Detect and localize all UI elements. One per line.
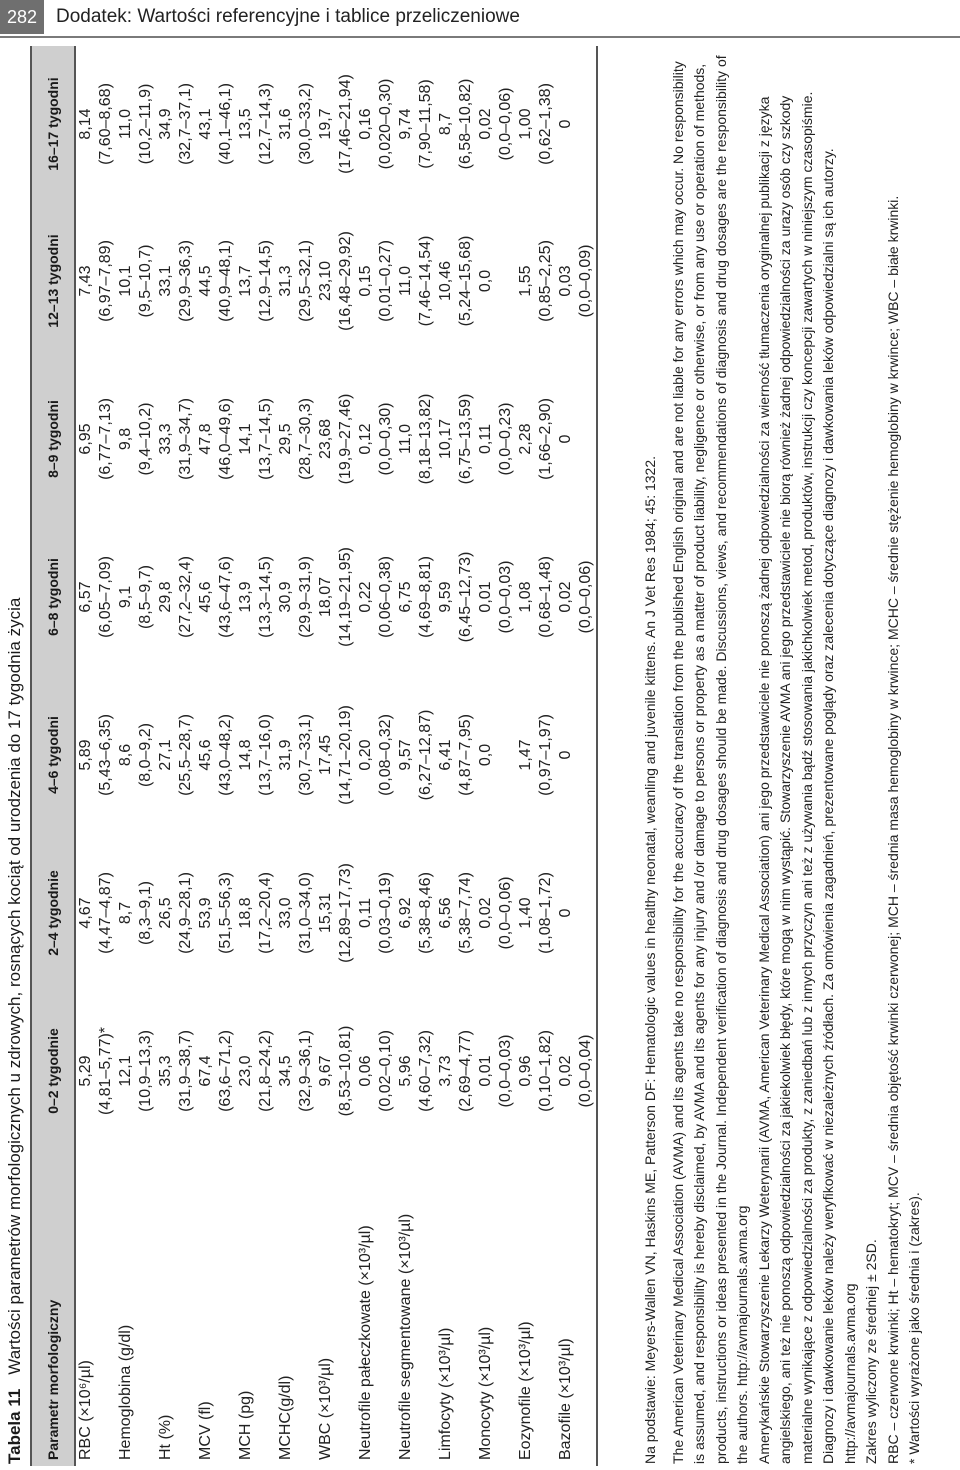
mean-value-cell: 0 bbox=[557, 908, 574, 918]
range-value-cell: (6,27–12,87) bbox=[417, 709, 434, 801]
mean-value-cell: 45,6 bbox=[197, 739, 214, 771]
empty-cell bbox=[576, 1150, 597, 1466]
abbreviations-note: RBC – czerwone krwinki; Ht – hematokryt; MCV – średnia objętość krwinki czerwonej; MCH – średnia masa hemoglobiny w krwince; MCHC – średnie stężenie hemoglobiny w krwince; WBC – białe krwinki. bbox=[884, 195, 901, 1464]
table-row-mean bbox=[116, 46, 136, 1466]
table-row-range bbox=[136, 46, 156, 1466]
table-row-mean bbox=[556, 46, 576, 1466]
empty-cell bbox=[376, 1150, 396, 1466]
mean-value-cell: 7,43 bbox=[77, 265, 94, 297]
range-value-cell: (0,0–0,09) bbox=[576, 202, 597, 360]
mean-value-cell: 4,67 bbox=[77, 897, 94, 929]
column-header-age: 0–2 tygodnie bbox=[31, 992, 75, 1150]
mean-value-cell: 6,56 bbox=[437, 897, 454, 929]
range-value-cell: (0,08–0,32) bbox=[377, 714, 394, 796]
mean-value-cell: 5,29 bbox=[77, 1055, 94, 1087]
table-row-mean bbox=[356, 46, 376, 1466]
column-header-age: 2–4 tygodnie bbox=[31, 834, 75, 992]
range-value-cell: (21,8–24,2) bbox=[257, 1030, 274, 1112]
table-row-range bbox=[216, 46, 236, 1466]
table-row-range bbox=[496, 46, 516, 1466]
range-value-cell: (31,9–34,7) bbox=[177, 398, 194, 480]
mean-value-cell: 6,57 bbox=[77, 581, 94, 613]
range-value-cell: (6,05–7,09) bbox=[97, 556, 114, 638]
table-row-mean bbox=[436, 46, 456, 1466]
range-value-cell: (6,97–7,89) bbox=[97, 240, 114, 322]
source-note: Na podstawie: Meyers-Wallen VN, Haskins ME, Patterson DF: Hematologic values in healthy neonatal, weanling and juvenile kittens. An J Vet Res 1984; 45: 1322. bbox=[642, 455, 658, 1464]
mean-value-cell: 9,8 bbox=[117, 427, 134, 451]
mean-value-cell: 33,3 bbox=[157, 423, 174, 455]
parameter-name: Neutrofile segmentowane (×10³/µl) bbox=[397, 1213, 414, 1460]
range-value-cell: (46,0–49,6) bbox=[217, 398, 234, 480]
empty-cell bbox=[216, 1150, 236, 1466]
mean-value-cell: 11,0 bbox=[397, 266, 414, 296]
range-value-cell: (63,6–71,2) bbox=[217, 1030, 234, 1112]
mean-value-cell: 0,15 bbox=[357, 265, 374, 297]
mean-value-cell: 0,16 bbox=[357, 108, 374, 140]
table-row-range bbox=[336, 46, 356, 1466]
mean-value-cell: 1,40 bbox=[517, 897, 534, 929]
page-header bbox=[0, 0, 960, 38]
range-value-cell: (4,60–7,32) bbox=[417, 1030, 434, 1112]
mean-value-cell: 31,9 bbox=[277, 739, 294, 771]
range-value-cell: (5,38–7,74) bbox=[457, 872, 474, 954]
mean-value-cell: 29,5 bbox=[277, 423, 294, 455]
table-row-range bbox=[96, 46, 116, 1466]
mean-value-cell: 67,4 bbox=[197, 1055, 214, 1087]
mean-value-cell: 5,89 bbox=[77, 739, 94, 771]
parameter-name: Neutrofile pałeczkowate (×10³/µl) bbox=[357, 1225, 374, 1460]
parameter-name: MCV (fl) bbox=[197, 1401, 214, 1460]
mean-value-cell: 0,02 bbox=[477, 897, 494, 929]
empty-cell bbox=[536, 1150, 556, 1466]
mean-value-cell: 0,11 bbox=[357, 898, 374, 928]
range-value-cell: (0,0–0,23) bbox=[497, 402, 514, 476]
range-value-cell: (6,58–10,82) bbox=[457, 78, 474, 170]
table-body bbox=[75, 46, 597, 1466]
parameter-name: MCHC(g/dl) bbox=[277, 1375, 294, 1460]
column-header-age: 4–6 tygodni bbox=[31, 676, 75, 834]
mean-value-cell: 5,96 bbox=[397, 1055, 414, 1087]
mean-value-cell: 10,17 bbox=[437, 418, 454, 460]
mean-value-cell: 18,8 bbox=[237, 897, 254, 929]
mean-value-cell: 0,22 bbox=[357, 581, 374, 613]
range-value-cell: (7,46–14,54) bbox=[417, 235, 434, 327]
range-value-cell: (24,9–28,1) bbox=[177, 872, 194, 954]
mean-value-cell: 43,1 bbox=[197, 108, 214, 140]
table-row-mean bbox=[75, 46, 96, 1466]
mean-value-cell: 47,8 bbox=[197, 423, 214, 455]
mean-value-cell: 6,95 bbox=[77, 423, 94, 455]
range-value-cell: (12,9–14,5) bbox=[257, 240, 274, 322]
range-note: Zakres wyliczony ze średniej ± 2SD. bbox=[863, 1239, 879, 1464]
range-value-cell: (6,45–12,73) bbox=[457, 551, 474, 643]
range-value-cell: (25,5–28,7) bbox=[177, 714, 194, 796]
range-value-cell: (29,9–31,9) bbox=[297, 556, 314, 638]
range-value-cell bbox=[496, 676, 516, 834]
mean-value-cell: 33,1 bbox=[157, 265, 174, 297]
table-number: Tabela 11 bbox=[5, 1388, 24, 1464]
mean-value-cell: 0,01 bbox=[477, 581, 494, 613]
mean-value-cell: 0,12 bbox=[357, 423, 374, 455]
empty-cell bbox=[256, 1150, 276, 1466]
range-value-cell: (6,75–13,59) bbox=[457, 393, 474, 485]
range-value-cell: (0,0–0,04) bbox=[576, 992, 597, 1150]
range-value-cell: (13,7–14,5) bbox=[257, 398, 274, 480]
mean-value-cell: 8,7 bbox=[117, 901, 134, 925]
table-row-mean bbox=[196, 46, 216, 1466]
column-header-age: 16–17 tygodni bbox=[31, 46, 75, 202]
range-value-cell: (10,9–13,3) bbox=[137, 1030, 154, 1112]
mean-value-cell: 17,45 bbox=[317, 734, 334, 776]
table-row-mean bbox=[236, 46, 256, 1466]
parameter-name: Hemoglobina (g/dl) bbox=[117, 1324, 134, 1460]
parameter-name: Ht (%) bbox=[157, 1414, 174, 1460]
mean-value-cell: 6,75 bbox=[397, 581, 414, 613]
range-value-cell: (0,06–0,38) bbox=[377, 556, 394, 638]
range-value-cell: (0,020–0,30) bbox=[377, 78, 394, 170]
range-value-cell: (4,47–4,87) bbox=[97, 872, 114, 954]
rotated-table-page bbox=[0, 40, 960, 1470]
mean-value-cell: 35,3 bbox=[157, 1055, 174, 1087]
mean-value-cell: 9,59 bbox=[437, 581, 454, 613]
table-row-mean bbox=[156, 46, 176, 1466]
empty-cell bbox=[136, 1150, 156, 1466]
parameter-name: Bazofile (×10³/µl) bbox=[557, 1338, 574, 1460]
mean-value-cell: 3,73 bbox=[437, 1055, 454, 1087]
range-value-cell: (8,0–9,2) bbox=[137, 722, 154, 788]
range-value-cell: (5,43–6,35) bbox=[97, 714, 114, 796]
mean-value-cell: 31,6 bbox=[277, 108, 294, 140]
range-value-cell: (8,3–9,1) bbox=[137, 880, 154, 946]
range-value-cell: (8,18–13,82) bbox=[417, 393, 434, 485]
mean-value-cell: 53,9 bbox=[197, 897, 214, 929]
range-value-cell: (12,7–14,3) bbox=[257, 83, 274, 165]
table-row-mean bbox=[516, 46, 536, 1466]
mean-value-cell: 44,5 bbox=[197, 265, 214, 297]
range-value-cell: (8,53–10,81) bbox=[337, 1025, 354, 1117]
range-value-cell: (8,5–9,7) bbox=[137, 564, 154, 630]
mean-value-cell: 9,57 bbox=[397, 739, 414, 771]
range-value-cell: (0,0–0,30) bbox=[377, 402, 394, 476]
mean-value-cell: 0,02 bbox=[477, 108, 494, 140]
mean-value-cell: 19,7 bbox=[317, 108, 334, 140]
range-value-cell: (29,9–36,3) bbox=[177, 240, 194, 322]
table-row-mean bbox=[316, 46, 336, 1466]
mean-value-cell: 0,06 bbox=[357, 1055, 374, 1087]
mean-value-cell: 1,55 bbox=[517, 265, 534, 297]
mean-value-cell: 23,0 bbox=[237, 1055, 254, 1087]
range-value-cell: (13,3–14,5) bbox=[257, 556, 274, 638]
parameter-name: Limfocyty (×10³/µl) bbox=[437, 1327, 454, 1460]
range-value-cell: (0,0–0,03) bbox=[497, 1034, 514, 1108]
mean-value-cell: 13,9 bbox=[237, 581, 254, 613]
mean-value-cell: 26,5 bbox=[157, 897, 174, 929]
range-value-cell: (31,0–34,0) bbox=[297, 872, 314, 954]
empty-cell bbox=[496, 1150, 516, 1466]
mean-value-cell: 8,7 bbox=[437, 112, 454, 136]
table-title: Wartości parametrów morfologicznych u zdrowych, rosnących kociąt od urodzenia do 17 tygodnia życia bbox=[5, 597, 24, 1375]
mean-value-cell: 1,47 bbox=[517, 739, 534, 771]
mean-value-cell: 15,31 bbox=[317, 892, 334, 934]
range-value-cell: (16,48–29,92) bbox=[337, 231, 354, 331]
mean-value-cell: 31,3 bbox=[277, 265, 294, 297]
mean-value-cell: 12,1 bbox=[117, 1055, 134, 1087]
range-value-cell: (0,01–0,27) bbox=[377, 240, 394, 322]
mean-value-cell: 0,02 bbox=[557, 581, 574, 613]
range-value-cell: (0,10–1,82) bbox=[537, 1030, 554, 1112]
mean-value-cell: 2,28 bbox=[517, 423, 534, 455]
table-row-range bbox=[576, 46, 597, 1466]
range-value-cell: (30,0–33,2) bbox=[297, 83, 314, 165]
empty-cell bbox=[456, 1150, 476, 1466]
mean-value-cell: 6,41 bbox=[437, 739, 454, 771]
mean-value-cell: 10,1 bbox=[117, 265, 134, 297]
table-row-range bbox=[176, 46, 196, 1466]
range-value-cell: (14,19–21,95) bbox=[337, 547, 354, 647]
parameter-name: Eozynofile (×10³/µl) bbox=[517, 1321, 534, 1460]
mean-value-cell: 0,11 bbox=[477, 424, 494, 454]
mean-value-cell: 9,1 bbox=[117, 585, 134, 609]
asterisk-note: * Wartości wyrażone jako średnia i (zakres). bbox=[906, 1192, 922, 1464]
disclaimer-polish: Amerykańskie Stowarzyszenie Lekarzy Weterynarii (AVMA, American Veterinary Medical Association) ani jego przedstawiciele nie ponoszą żadnej odpowiedzialności za wierność tłumaczenia oryginalnej publikacji z języka angielskiego, ani też nie ponoszą odpowiedzialności za jakiekolwiek błędy, które mogą w nim wystąpić. Stowarzyszenie AVMA ani jego przedstawiciele nie biorą również żadnej odpowiedzialności za urazy osób czy szkody materialne wynikające z odpowiedzialności za produkty, z zaniedbań lub z innych przyczyn ani też z używania bądź stosowania jakichkolwiek metod, produktów, instrukcji czy koncepcji zawartych w niniejszym czasopiśmie. Diagnozy i dawkowanie leków należy weryfikować w niezależnych źródłach. Za omówienia zagadnień, prezentowane poglądy oraz zalecenia dotyczące diagnozy i dawkowania leków odpowiedzialni są ich autorzy. http://avmajournals.avma.org bbox=[755, 91, 858, 1464]
mean-value-cell: 14,8 bbox=[237, 739, 254, 771]
range-value-cell: (13,7–16,0) bbox=[257, 714, 274, 796]
mean-value-cell: 10,46 bbox=[437, 260, 454, 302]
mean-value-cell: 33,0 bbox=[277, 897, 294, 929]
table-row-range bbox=[256, 46, 276, 1466]
table-notes bbox=[640, 50, 926, 1464]
empty-cell bbox=[416, 1150, 436, 1466]
mean-value-cell: 18,07 bbox=[317, 576, 334, 618]
empty-cell bbox=[296, 1150, 316, 1466]
table-row-mean bbox=[276, 46, 296, 1466]
range-value-cell bbox=[576, 360, 597, 518]
mean-value-cell: 6,92 bbox=[397, 897, 414, 929]
column-header-parameter: Parametr morfologiczny bbox=[31, 1150, 75, 1466]
range-value-cell: (0,0–0,06) bbox=[497, 876, 514, 950]
mean-value-cell: 1,08 bbox=[517, 581, 534, 613]
range-value-cell: (1,66–2,90) bbox=[537, 398, 554, 480]
range-value-cell: (17,46–21,94) bbox=[337, 74, 354, 174]
range-value-cell bbox=[576, 676, 597, 834]
range-value-cell: (5,38–8,46) bbox=[417, 872, 434, 954]
running-head: Dodatek: Wartości referencyjne i tablice przeliczeniowe bbox=[56, 6, 520, 27]
range-value-cell: (7,60–8,68) bbox=[97, 83, 114, 165]
range-value-cell: (28,7–30,3) bbox=[297, 398, 314, 480]
range-value-cell: (0,0–0,03) bbox=[497, 560, 514, 634]
range-value-cell: (0,68–1,48) bbox=[537, 556, 554, 638]
table-row-range bbox=[296, 46, 316, 1466]
page-number: 282 bbox=[0, 0, 44, 34]
mean-value-cell: 0 bbox=[557, 434, 574, 444]
table-container bbox=[30, 46, 634, 1466]
empty-cell bbox=[96, 1150, 116, 1466]
range-value-cell: (0,97–1,97) bbox=[537, 714, 554, 796]
mean-value-cell: 0,96 bbox=[517, 1055, 534, 1087]
range-value-cell: (9,5–10,7) bbox=[137, 244, 154, 318]
column-header-age: 6–8 tygodni bbox=[31, 518, 75, 676]
mean-value-cell: 9,74 bbox=[397, 108, 414, 140]
table-row-mean bbox=[396, 46, 416, 1466]
range-value-cell: (4,87–7,95) bbox=[457, 714, 474, 796]
mean-value-cell: 14,1 bbox=[237, 423, 254, 455]
mean-value-cell: 23,68 bbox=[317, 418, 334, 460]
range-value-cell: (40,1–46,1) bbox=[217, 83, 234, 165]
table-caption bbox=[0, 598, 30, 1464]
mean-value-cell: 0,03 bbox=[557, 265, 574, 297]
table-header-row bbox=[31, 46, 75, 1466]
mean-value-cell: 8,6 bbox=[117, 743, 134, 767]
range-value-cell: (30,7–33,1) bbox=[297, 714, 314, 796]
range-value-cell: (29,5–32,1) bbox=[297, 240, 314, 322]
range-value-cell: (17,2–20,4) bbox=[257, 872, 274, 954]
range-value-cell: (40,9–48,1) bbox=[217, 240, 234, 322]
mean-value-cell: 0,0 bbox=[477, 743, 494, 767]
range-value-cell: (27,2–32,4) bbox=[177, 556, 194, 638]
range-value-cell: (1,08–1,72) bbox=[537, 872, 554, 954]
range-value-cell: (43,6–47,6) bbox=[217, 556, 234, 638]
mean-value-cell: 34,9 bbox=[157, 108, 174, 140]
parameter-name: MCH (pg) bbox=[237, 1390, 254, 1460]
range-value-cell: (19,9–27,46) bbox=[337, 393, 354, 485]
range-value-cell: (4,81–5,77)* bbox=[97, 1026, 114, 1116]
range-value-cell: (31,9–38,7) bbox=[177, 1030, 194, 1112]
range-value-cell: (0,62–1,38) bbox=[537, 83, 554, 165]
header-rule bbox=[0, 36, 960, 38]
mean-value-cell: 0,01 bbox=[477, 1055, 494, 1087]
mean-value-cell: 34,5 bbox=[277, 1055, 294, 1087]
range-value-cell: (32,9–36,1) bbox=[297, 1030, 314, 1112]
table-row-mean bbox=[476, 46, 496, 1466]
range-value-cell: (4,69–8,81) bbox=[417, 556, 434, 638]
range-value-cell: (10,2–11,9) bbox=[137, 83, 154, 165]
range-value-cell: (0,85–2,25) bbox=[537, 240, 554, 322]
mean-value-cell: 0,02 bbox=[557, 1055, 574, 1087]
table-row-range bbox=[376, 46, 396, 1466]
range-value-cell: (32,7–37,1) bbox=[177, 83, 194, 165]
range-value-cell bbox=[576, 46, 597, 202]
mean-value-cell: 1,00 bbox=[517, 108, 534, 140]
column-header-age: 12–13 tygodni bbox=[31, 202, 75, 360]
range-value-cell bbox=[576, 834, 597, 992]
mean-value-cell: 11,0 bbox=[117, 109, 134, 139]
mean-value-cell: 11,0 bbox=[397, 424, 414, 454]
mean-value-cell: 27,1 bbox=[157, 739, 174, 771]
empty-cell bbox=[176, 1150, 196, 1466]
table-row-range bbox=[536, 46, 556, 1466]
range-value-cell: (0,0–0,06) bbox=[497, 87, 514, 161]
range-value-cell bbox=[496, 202, 516, 360]
parameter-name: WBC (×10³/µl) bbox=[317, 1357, 334, 1460]
range-value-cell: (0,03–0,19) bbox=[377, 872, 394, 954]
mean-value-cell: 30,9 bbox=[277, 581, 294, 613]
empty-cell bbox=[336, 1150, 356, 1466]
mean-value-cell: 0,20 bbox=[357, 739, 374, 771]
table-row-range bbox=[456, 46, 476, 1466]
range-value-cell: (14,71–20,19) bbox=[337, 705, 354, 805]
hematology-table bbox=[30, 46, 598, 1466]
range-value-cell: (7,90–11,58) bbox=[417, 79, 434, 169]
range-value-cell: (9,4–10,2) bbox=[137, 402, 154, 476]
parameter-name: RBC (×10⁶/µl) bbox=[77, 1360, 94, 1460]
table-row-range bbox=[416, 46, 436, 1466]
mean-value-cell: 0 bbox=[557, 750, 574, 760]
range-value-cell: (2,69–4,77) bbox=[457, 1030, 474, 1112]
range-value-cell: (6,77–7,13) bbox=[97, 398, 114, 480]
range-value-cell: (51,5–56,3) bbox=[217, 872, 234, 954]
mean-value-cell: 0,0 bbox=[477, 269, 494, 293]
range-value-cell: (12,89–17,73) bbox=[337, 863, 354, 963]
range-value-cell: (43,0–48,2) bbox=[217, 714, 234, 796]
mean-value-cell: 45,6 bbox=[197, 581, 214, 613]
disclaimer-english: The American Veterinary Medical Association (AVMA) and its agents take no responsibility for the accuracy of the translation from the published English original and are not liable for any errors which may occur. No responsibility is assumed, and responsibility is hereby disclaimed, by AVMA and its agents for any injury and /or damage to persons or property as a matter of product liability, negligence or otherwise, or from any use or operation of methods, products, instructions or ideas presented in the Journal. Independent verification of diagnosis and drug dosages should be made. Discussions, views, and recommendations of diagnosis and drug dosages are the responsibility of the authors. http://avmajournals.avma.org bbox=[669, 55, 750, 1464]
mean-value-cell: 13,7 bbox=[237, 265, 254, 297]
column-header-age: 8–9 tygodni bbox=[31, 360, 75, 518]
mean-value-cell: 9,67 bbox=[317, 1055, 334, 1087]
range-value-cell: (0,0–0,06) bbox=[576, 518, 597, 676]
mean-value-cell: 0 bbox=[557, 119, 574, 129]
parameter-name: Monocyty (×10³/µl) bbox=[477, 1326, 494, 1460]
range-value-cell: (0,02–0,10) bbox=[377, 1030, 394, 1112]
mean-value-cell: 29,8 bbox=[157, 581, 174, 613]
range-value-cell: (5,24–15,68) bbox=[457, 235, 474, 327]
mean-value-cell: 13,5 bbox=[237, 108, 254, 140]
mean-value-cell: 23,10 bbox=[317, 260, 334, 302]
mean-value-cell: 8,14 bbox=[77, 108, 94, 140]
